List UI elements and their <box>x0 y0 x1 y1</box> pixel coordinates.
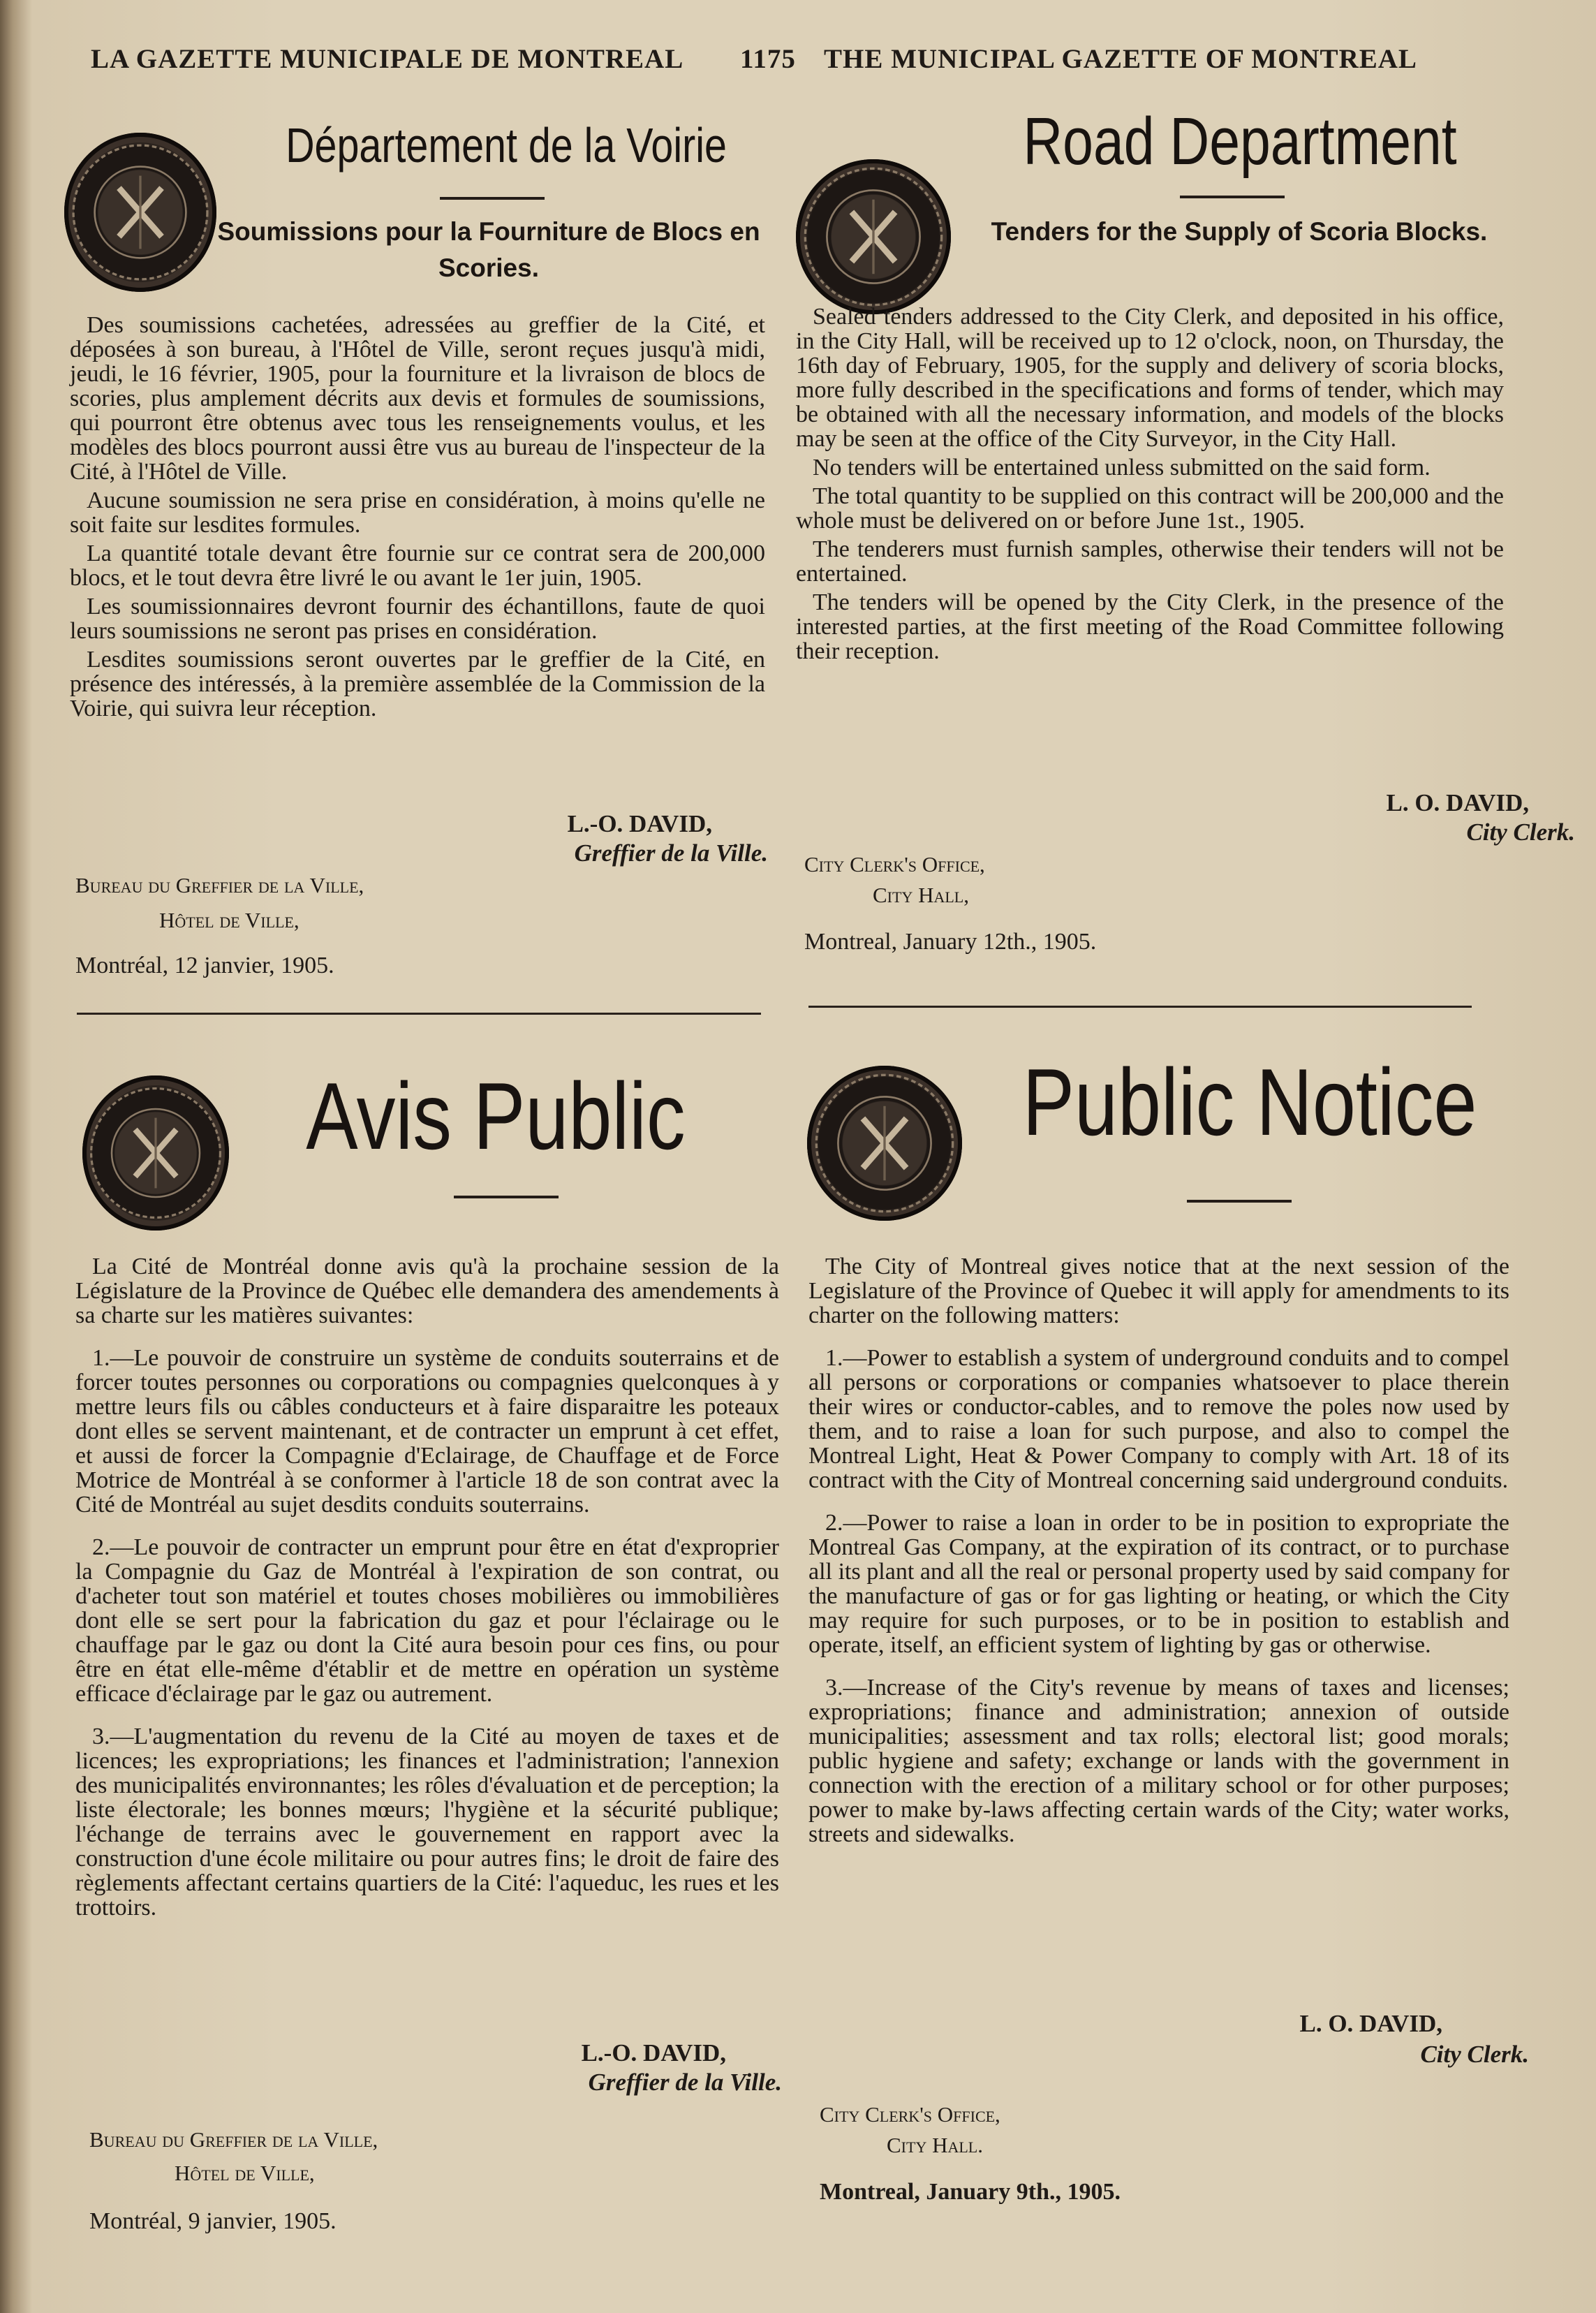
office-line: Bureau du Greffier de la Ville, <box>89 2127 378 2152</box>
notice-road <box>796 0 1596 992</box>
notice-public-notice <box>796 1020 1596 2313</box>
paragraph: Aucune soumission ne sera prise en considération, à moins qu'elle ne soit faite sur lesdites formules. <box>70 487 765 538</box>
list-item: 3.—L'augmentation du revenu de la Cité au moyen de taxes et de licences; les expropriations; les finances et l'administration; l'annexion des municipalités environnantes; les rôles d'évaluation et de perception; la liste électorale; les bonnes mœurs; l'hygiène et la sécurité publique; l'échange de terrains avec le gouvernement en rapport avec la construction d'une école militaire ou pour autres fins; le droit de faire des règlements affectant certains quartiers de la Cité: l'aqueduc, les rues et les trottoirs. <box>75 1724 779 1921</box>
notice-voirie <box>0 0 796 992</box>
city-seal-icon <box>807 1066 962 1221</box>
paragraph: La quantité totale devant être fournie sur ce contrat sera de 200,000 blocs, et le tout devra être livré le ou avant le 1er juin, 1905. <box>70 541 765 591</box>
office-line: City Hall. <box>887 2133 983 2157</box>
title-rule <box>1187 1200 1292 1203</box>
signature-name: L. O. DAVID, <box>1299 2010 1442 2037</box>
list-item: 3.—Increase of the City's revenue by means of taxes and licenses; expropriations; finance and administration; annexion of outside municipalities; assessment and tax rolls; electoral list; good morals; public hygiene and safety; exchange or lands with the government in connection with the erection of a military school or for other purposes; power to make by-laws affecting certain wards of the City; water works, streets and sidewalks. <box>808 1675 1509 1847</box>
seal-emblem-icon <box>807 1066 962 1221</box>
paragraph: Des soumissions cachetées, adressées au greffier de la Cité, et déposées à son bureau, à l'Hôtel de Ville, seront reçues jusqu'à midi, jeudi, le 16 février, 1905, pour la fourniture et la livraison de blocs de scories, plus amplement décrits aux devis et formules de soumissions, qui pourront être obtenus avec tous les renseignements voulus, et les modèles des blocs pourront aussi être vus au bureau de l'inspecteur de la Cité, à l'Hôtel de Ville. <box>70 312 765 485</box>
section-divider <box>808 1006 1472 1008</box>
signature-title: Greffier de la Ville. <box>588 2069 782 2096</box>
paragraph: No tenders will be entertained unless submitted on the said form. <box>813 455 1431 480</box>
notice-title: Avis Public <box>306 1063 686 1169</box>
signature-title: City Clerk. <box>1466 818 1575 846</box>
list-item: 1.—Power to establish a system of underground conduits and to compel all persons or corporations or companies whatsoever to place therein their wires or conductor-cables, and to remove the poles now used by them, and to raise a loan for such purpose, and also to compel the Montreal Light, Heat & Power Company to comply with Art. 18 of its contract with the City of Montreal concerning said underground conduits. <box>808 1345 1509 1493</box>
notice-body <box>70 313 765 725</box>
signature-title: Greffier de la Ville. <box>574 839 768 867</box>
notice-title: Public Notice <box>1022 1049 1477 1155</box>
intro-paragraph: La Cité de Montréal donne avis qu'à la prochaine session de la Législature de la Province de Québec elle demandera des amendements à sa charte sur les matières suivantes: <box>75 1254 779 1328</box>
seal-emblem-icon <box>64 133 216 292</box>
office-line: Hôtel de Ville, <box>175 2161 315 2185</box>
seal-emblem-icon <box>796 159 951 314</box>
notice-avis-public <box>0 1020 796 2313</box>
paragraph: Sealed tenders addressed to the City Clerk, and deposited in his office, in the City Hall, will be received up to 12 o'clock, noon, on Thursday, the 16th day of February, 1905, for the supply and delivery of scoria blocks, more fully described in the specifications and forms of tender, which may be obtained with all the necessary information, and models of the blocks may be seen at the office of the City Surveyor, in the City Hall. <box>796 304 1504 452</box>
notice-body <box>808 1254 1509 1851</box>
notice-body <box>796 304 1504 668</box>
dateline: Montreal, January 12th., 1905. <box>804 929 1097 955</box>
notice-title: Road Department <box>1023 104 1457 179</box>
notice-title: Département de la Voirie <box>286 118 727 172</box>
list-item: 2.—Le pouvoir de contracter un emprunt pour être en état d'exproprier la Compagnie du Gaz de Montréal à l'expiration de son contrat, ou d'acheter tout son matériel et toutes choses mobilières ou immobilières dont elle se sert pour la fabrication du gaz et pour l'éclairage ou le chauffage par le gaz ou dont la Cité aura besoin pour ces fins, ou pour être en état elle-même d'établir et de mettre en opération un système efficace d'éclairage par le gaz ou autrement. <box>75 1534 779 1707</box>
dateline: Montreal, January 9th., 1905. <box>820 2179 1121 2205</box>
running-head-french: LA GAZETTE MUNICIPALE DE MONTREAL <box>91 44 684 74</box>
title-rule <box>440 197 545 200</box>
intro-paragraph: The City of Montreal gives notice that at the next session of the Legislature of the Province of Quebec it will apply for amendments to its charter on the following matters: <box>808 1254 1509 1328</box>
list-item: 2.—Power to raise a loan in order to be in position to expropriate the Montreal Gas Company, at the expiration of its contract, or to purchase all its plant and all the real or personal property used by said company for the manufacture of gas or for gas lighting or heating, or which the City may require for such purposes, or to be in position to establish and operate, itself, an efficient system of lighting by gas or otherwise. <box>808 1510 1509 1658</box>
list-item: 1.—Le pouvoir de construire un système de conduits souterrains et de forcer toutes personnes ou corporations ou compagnies quelconques à y mettre leurs fils ou câbles conducteurs et à faire disparaitre les poteaux dont elles se servent maintenant, et de contracter un emprunt à cet effet, et aussi de forcer la Compagnie d'Eclairage, de Chauffage et de Force Motrice de Montréal à se conformer à l'article 18 de son contrat avec la Cité de Montréal au sujet desdits conduits souterrains. <box>75 1345 779 1518</box>
notice-subtitle: Tenders for the Supply of Scoria Blocks. <box>991 217 1488 246</box>
dateline: Montréal, 12 janvier, 1905. <box>75 953 334 978</box>
paragraph: The tenderers must furnish samples, otherwise their tenders will not be entertained. <box>796 536 1504 587</box>
office-line: City Clerk's Office, <box>820 2102 1000 2127</box>
title-rule <box>1180 196 1285 198</box>
signature-title: City Clerk. <box>1420 2041 1529 2068</box>
signature-name: L.-O. DAVID, <box>567 810 712 837</box>
office-line: City Clerk's Office, <box>804 852 985 876</box>
signature-name: L.-O. DAVID, <box>581 2039 726 2066</box>
title-rule <box>454 1196 559 1198</box>
page-number: 1175 <box>740 44 796 74</box>
paragraph: The total quantity to be supplied on this contract will be 200,000 and the whole must be delivered on or before June 1st., 1905. <box>796 483 1504 534</box>
dateline: Montréal, 9 janvier, 1905. <box>89 2208 337 2234</box>
signature-name: L. O. DAVID, <box>1386 789 1529 816</box>
paragraph: Lesdites soumissions seront ouvertes par le greffier de la Cité, en présence des intéressés, à la première assemblée de la Commission de la Voirie, qui suivra leur réception. <box>70 647 765 721</box>
notice-subtitle: Soumissions pour la Fourniture de Blocs en Scories. <box>217 217 760 282</box>
paragraph: The tenders will be opened by the City Clerk, in the presence of the interested parties, at the first meeting of the Road Committee following their reception. <box>796 589 1504 664</box>
section-divider <box>77 1013 761 1015</box>
seal-emblem-icon <box>82 1075 229 1231</box>
office-line: Bureau du Greffier de la Ville, <box>75 873 364 897</box>
city-seal-icon <box>796 159 951 314</box>
running-head-english: THE MUNICIPAL GAZETTE OF MONTREAL <box>824 44 1417 74</box>
office-line: Hôtel de Ville, <box>159 908 300 932</box>
city-seal-icon <box>82 1075 229 1231</box>
notice-body <box>75 1254 779 1924</box>
city-seal-icon <box>64 133 216 292</box>
office-line: City Hall, <box>873 883 969 907</box>
paragraph: Les soumissionnaires devront fournir des échantillons, faute de quoi leurs soumissions ne seront pas prises en considération. <box>70 594 765 644</box>
